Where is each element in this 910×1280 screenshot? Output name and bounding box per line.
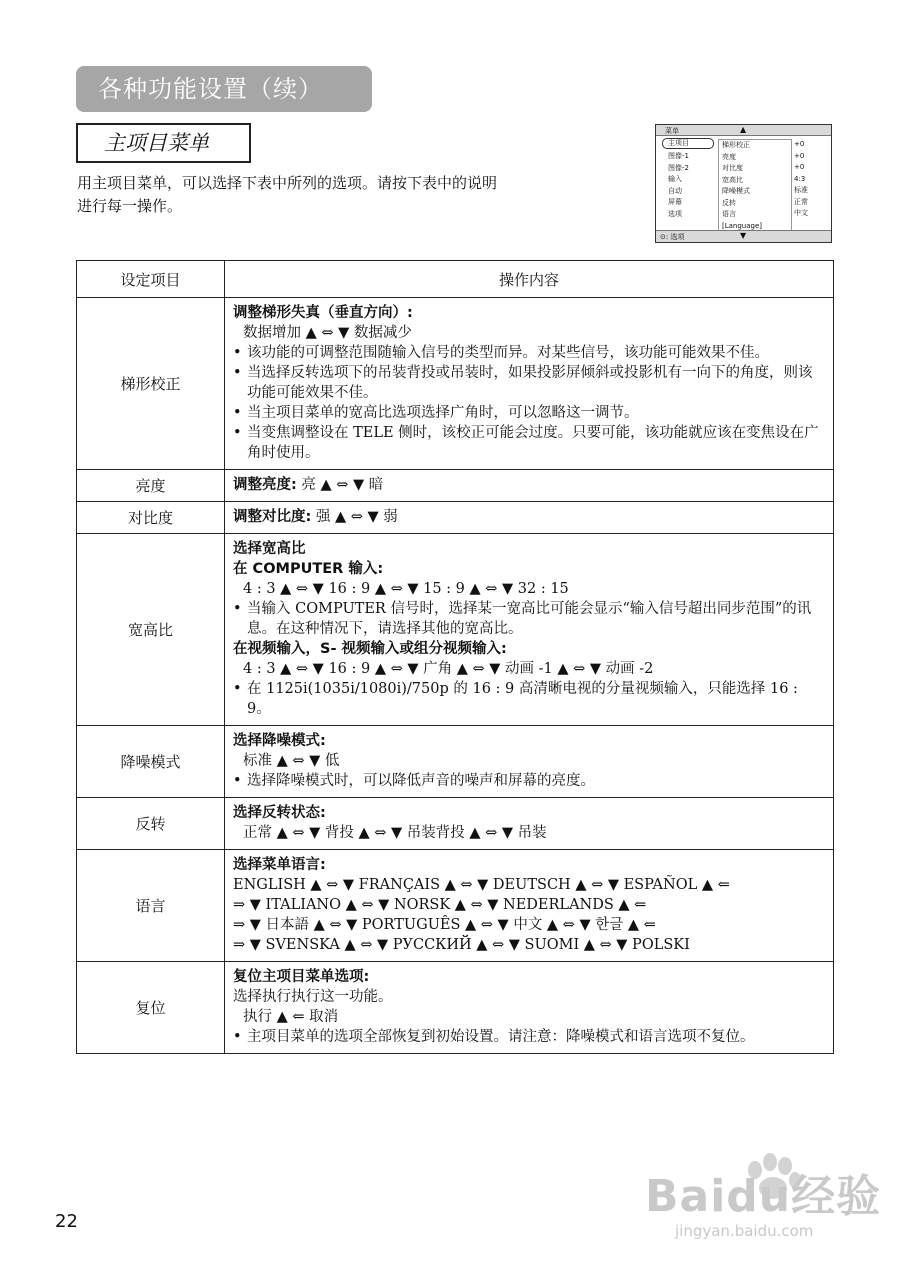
- row-ops-brightness: [225, 470, 834, 502]
- row-item-language: 语言: [77, 850, 225, 962]
- osd-left-item: 图像-2: [668, 163, 689, 172]
- table-header-row: [77, 261, 834, 298]
- osd-right-item: +0: [794, 163, 805, 171]
- row-item-reset: 复位: [77, 962, 225, 1054]
- osd-down-arrow-icon: ▼: [740, 231, 747, 240]
- table-row: [77, 962, 834, 1054]
- row-ops-contrast: [225, 502, 834, 534]
- op-lead: 调整对比度:: [233, 509, 312, 525]
- osd-mid-item: 宽高比: [722, 175, 743, 184]
- row-item-contrast: 对比度: [77, 502, 225, 534]
- table-row: [77, 298, 834, 470]
- op-lead: 调整梯形失真（垂直方向）:: [233, 305, 413, 321]
- op-line: ENGLISH ▲ ⇔ ▼ FRANÇAIS ▲ ⇔ ▼ DEUTSCH ▲ ⇔ ▼ ESPAÑOL ▲ ⇐: [233, 877, 730, 893]
- op-lead: 在视频输入，S- 视频输入或组分视频输入:: [233, 641, 507, 657]
- osd-left-item: 主项目: [662, 138, 714, 149]
- op-line: 4 : 3 ▲ ⇔ ▼ 16 : 9 ▲ ⇔ ▼ 15 : 9 ▲ ⇔ ▼ 32 : 15: [243, 581, 569, 597]
- op-line: ⇒ ▼ SVENSKA ▲ ⇔ ▼ РУССКИЙ ▲ ⇔ ▼ SUOMI ▲ ⇔ ▼ POLSKI: [233, 937, 690, 953]
- row-item-noise: 降噪模式: [77, 726, 225, 798]
- osd-mid-item: 亮度: [722, 152, 736, 161]
- op-lead: 在 COMPUTER 输入:: [233, 561, 384, 577]
- op-bullet: • 当变焦调整设在 TELE 侧时，该校正可能会过度。只要可能，该功能就应该在变焦设在广角时使用。: [233, 423, 825, 463]
- osd-right-item: 4:3: [794, 174, 806, 183]
- row-item-brightness: 亮度: [77, 470, 225, 502]
- osd-mid-item: 语言: [722, 210, 736, 218]
- osd-title: 菜单: [665, 127, 679, 135]
- osd-up-arrow-icon: ▲: [740, 125, 747, 134]
- osd-right-item: +0: [794, 140, 805, 148]
- op-lead: 调整亮度:: [233, 477, 297, 493]
- osd-mid-item: 降噪模式: [722, 187, 750, 195]
- row-ops-keystone: [225, 298, 834, 470]
- section-banner: 各种功能设置（续）: [76, 66, 372, 112]
- osd-right-item: 中文: [794, 209, 808, 217]
- op-line: 数据增加 ▲ ⇔ ▼ 数据减少: [243, 325, 412, 341]
- osd-mid-item: 对比度: [722, 164, 743, 172]
- table-row: [77, 726, 834, 798]
- row-item-keystone: 梯形校正: [77, 298, 225, 470]
- osd-footer: [656, 230, 831, 242]
- osd-left-item: 图像-1: [668, 152, 689, 160]
- op-lead: 复位主项目菜单选项:: [233, 969, 370, 985]
- op-line: 强 ▲ ⇔ ▼ 弱: [315, 509, 398, 525]
- osd-left-item: 自动: [668, 186, 682, 195]
- watermark: [645, 1160, 885, 1250]
- table-row: [77, 850, 834, 962]
- op-bullet: • 主项目菜单的选项全部恢复到初始设置。请注意：降噪模式和语言选项不复位。: [233, 1027, 825, 1047]
- row-ops-language: [225, 850, 834, 962]
- osd-right-column: [791, 139, 831, 220]
- osd-mid-item: 反转: [722, 198, 736, 207]
- table-row: [77, 534, 834, 726]
- op-line: ⇒ ▼ ITALIANO ▲ ⇔ ▼ NORSK ▲ ⇔ ▼ NEDERLANDS ▲ ⇐: [233, 897, 647, 913]
- op-line: ⇒ ▼ 日本語 ▲ ⇔ ▼ PORTUGUÊS ▲ ⇔ ▼ 中文 ▲ ⇔ ▼ 한글 ▲ ⇐: [233, 917, 656, 933]
- intro-text: [77, 172, 617, 218]
- op-line: 正常 ▲ ⇔ ▼ 背投 ▲ ⇔ ▼ 吊装背投 ▲ ⇔ ▼ 吊装: [243, 825, 547, 841]
- osd-mid-item: 梯形校正: [722, 141, 750, 149]
- row-ops-aspect: [225, 534, 834, 726]
- osd-right-item: 标准: [794, 186, 808, 194]
- op-lead: 选择降噪模式:: [233, 733, 326, 749]
- op-lead: 选择菜单语言:: [233, 857, 326, 873]
- row-item-mirror: 反转: [77, 798, 225, 850]
- osd-left-column: [662, 138, 714, 220]
- osd-mid-column: [718, 139, 792, 232]
- op-bullet: • 当选择反转选项下的吊装背投或吊装时，如果投影屏倾斜或投影机有一向下的角度，则该功能可能效果不佳。: [233, 363, 825, 403]
- row-ops-mirror: [225, 798, 834, 850]
- osd-menu-illustration: [655, 124, 832, 243]
- op-bullet: • 该功能的可调整范围随输入信号的类型而异。对某些信号，该功能可能效果不佳。: [233, 343, 825, 363]
- page-subtitle: 主项目菜单: [76, 123, 251, 163]
- page-number: 22: [55, 1211, 78, 1232]
- table-row: [77, 798, 834, 850]
- column-header-operation: 操作内容: [225, 261, 834, 298]
- op-line: 4 : 3 ▲ ⇔ ▼ 16 : 9 ▲ ⇔ ▼ 广角 ▲ ⇔ ▼ 动画 -1 ▲ ⇔ ▼ 动画 -2: [243, 661, 654, 677]
- row-ops-noise: [225, 726, 834, 798]
- intro-line-1: 用主项目菜单，可以选择下表中所列的选项。请按下表中的说明: [77, 174, 498, 192]
- op-bullet: • 当输入 COMPUTER 信号时，选择某一宽高比可能会显示“输入信号超出同步范围”的讯息。在这种情况下，请选择其他的宽高比。: [233, 599, 825, 639]
- row-item-aspect: 宽高比: [77, 534, 225, 726]
- op-lead: 选择宽高比: [233, 541, 306, 557]
- osd-left-item: 选项: [668, 209, 682, 218]
- op-line: 标准 ▲ ⇔ ▼ 低: [243, 753, 340, 769]
- table-row: [77, 470, 834, 502]
- op-line: 亮 ▲ ⇔ ▼ 暗: [301, 477, 384, 493]
- osd-mid-item: [Language]: [722, 221, 763, 230]
- op-line: 执行 ▲ ⇐ 取消: [243, 1009, 339, 1025]
- op-bullet: • 选择降噪模式时，可以降低声音的噪声和屏幕的亮度。: [233, 771, 825, 791]
- settings-table: [76, 260, 834, 1054]
- op-line: 选择执行执行这一功能。: [233, 989, 393, 1005]
- osd-footer-label: ⊙: 选项: [660, 233, 685, 241]
- intro-line-2: 进行每一操作。: [77, 197, 183, 215]
- osd-right-item: +0: [794, 151, 805, 160]
- osd-left-item: 屏幕: [668, 198, 682, 206]
- watermark-brand: Baidu经验: [645, 1171, 882, 1222]
- op-bullet: • 在 1125i(1035i/1080i)/750p 的 16 : 9 高清晰电视的分量视频输入，只能选择 16 : 9。: [233, 679, 825, 719]
- op-lead: 选择反转状态:: [233, 805, 326, 821]
- osd-header: [656, 125, 831, 136]
- osd-right-item: 正常: [794, 197, 808, 206]
- column-header-item: 设定项目: [77, 261, 225, 298]
- watermark-url: jingyan.baidu.com: [675, 1222, 814, 1240]
- op-bullet: • 当主项目菜单的宽高比选项选择广角时，可以忽略这一调节。: [233, 403, 825, 423]
- table-row: [77, 502, 834, 534]
- osd-left-item: 输入: [668, 175, 682, 183]
- row-ops-reset: [225, 962, 834, 1054]
